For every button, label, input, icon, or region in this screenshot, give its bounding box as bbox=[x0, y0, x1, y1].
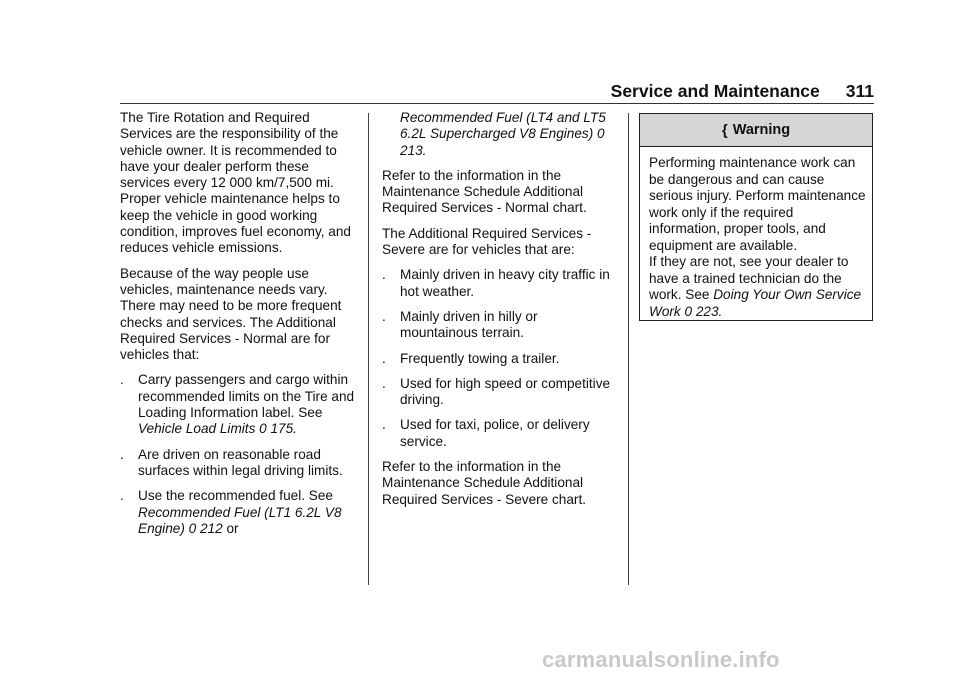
bullet-text: Used for high speed or competitive driving. bbox=[400, 375, 611, 408]
warning-text: Performing maintenance work can be dangerous and can cause serious injury. Perform maintenance work only if the required information, proper tools, and equipment are available. bbox=[649, 155, 866, 253]
page-reference: 0 223. bbox=[684, 303, 723, 319]
bullet: . bbox=[382, 350, 386, 366]
page-header bbox=[611, 81, 874, 102]
warning-body bbox=[640, 147, 872, 320]
page-reference: 0 213. bbox=[400, 126, 605, 158]
severe-chart-paragraph: Refer to the information in the Maintenance Schedule Additional Required Services - Severe chart. bbox=[382, 459, 586, 507]
cross-reference-link[interactable]: Vehicle Load Limits bbox=[138, 421, 256, 437]
cross-reference-link[interactable]: Recommended Fuel (LT1 6.2L V8 Engine) bbox=[138, 504, 342, 536]
bullet-text: Carry passengers and cargo within recommended limits on the Tire and Loading Information label. See bbox=[138, 372, 355, 421]
header-rule bbox=[120, 103, 874, 104]
cross-reference-link[interactable]: Recommended Fuel (LT4 and LT5 6.2L Supercharged V8 Engines) bbox=[400, 110, 606, 142]
bullet: . bbox=[382, 417, 386, 433]
page-reference: 0 212 bbox=[188, 520, 223, 536]
bullet-text-tail: or bbox=[226, 520, 239, 536]
bullet: . bbox=[382, 375, 386, 391]
bullet: . bbox=[120, 488, 124, 504]
list-item bbox=[120, 372, 360, 437]
cross-reference-link[interactable]: Doing Your Own Service Work bbox=[649, 287, 862, 319]
list-item bbox=[382, 417, 618, 450]
normal-chart-paragraph: Refer to the information in the Maintenance Schedule Additional Required Services - Normal chart. bbox=[382, 167, 587, 216]
page-reference: 0 175. bbox=[259, 421, 297, 437]
list-item bbox=[382, 351, 618, 367]
bullet: . bbox=[120, 372, 124, 388]
list-item bbox=[120, 488, 360, 537]
bullet: . bbox=[382, 308, 386, 324]
section-title: Service and Maintenance bbox=[610, 81, 820, 101]
bullet-text: Mainly driven in hilly or mountainous terrain. bbox=[400, 308, 538, 341]
bullet-text: Mainly driven in heavy city traffic in hot weather. bbox=[400, 267, 610, 299]
middle-column bbox=[382, 110, 618, 517]
warning-text: If they are not, see your dealer to have a trained technician do the work. See bbox=[649, 254, 849, 302]
normal-services-paragraph: Because of the way people use vehicles, maintenance needs vary. There may need to be more frequent checks and services. The Additional Required Services - Normal are for vehicles that: bbox=[120, 265, 342, 363]
bullet-text: Frequently towing a trailer. bbox=[400, 350, 560, 366]
column-divider bbox=[628, 113, 629, 585]
warning-title: Warning bbox=[732, 122, 791, 138]
list-item bbox=[382, 267, 618, 300]
list-item bbox=[382, 376, 618, 409]
list-item bbox=[382, 309, 618, 342]
bullet-text: Are driven on reasonable road surfaces within legal driving limits. bbox=[138, 446, 343, 478]
bullet: . bbox=[120, 446, 124, 462]
column-divider bbox=[368, 113, 369, 585]
warning-box bbox=[639, 113, 873, 321]
list-item bbox=[120, 447, 360, 480]
bullet-text: Use the recommended fuel. See bbox=[138, 488, 333, 504]
warning-header bbox=[640, 114, 872, 147]
bullet-text: Used for taxi, police, or delivery service. bbox=[400, 417, 590, 449]
warning-icon: { bbox=[721, 121, 728, 139]
page-number: 311 bbox=[845, 81, 874, 101]
watermark: carmanualsonline.info bbox=[542, 647, 780, 672]
intro-paragraph: The Tire Rotation and Required Services are the responsibility of the vehicle owner. It is recommended to have your dealer perform these services every 12 000 km/7,500 mi. Proper vehicle maintenance helps to keep the vehicle in good working condition, improves fuel economy, and reduces vehicle emissions. bbox=[120, 110, 351, 256]
severe-services-paragraph: The Additional Required Services - Severe are for vehicles that are: bbox=[382, 225, 592, 258]
left-column bbox=[120, 110, 360, 546]
bullet: . bbox=[382, 267, 386, 283]
